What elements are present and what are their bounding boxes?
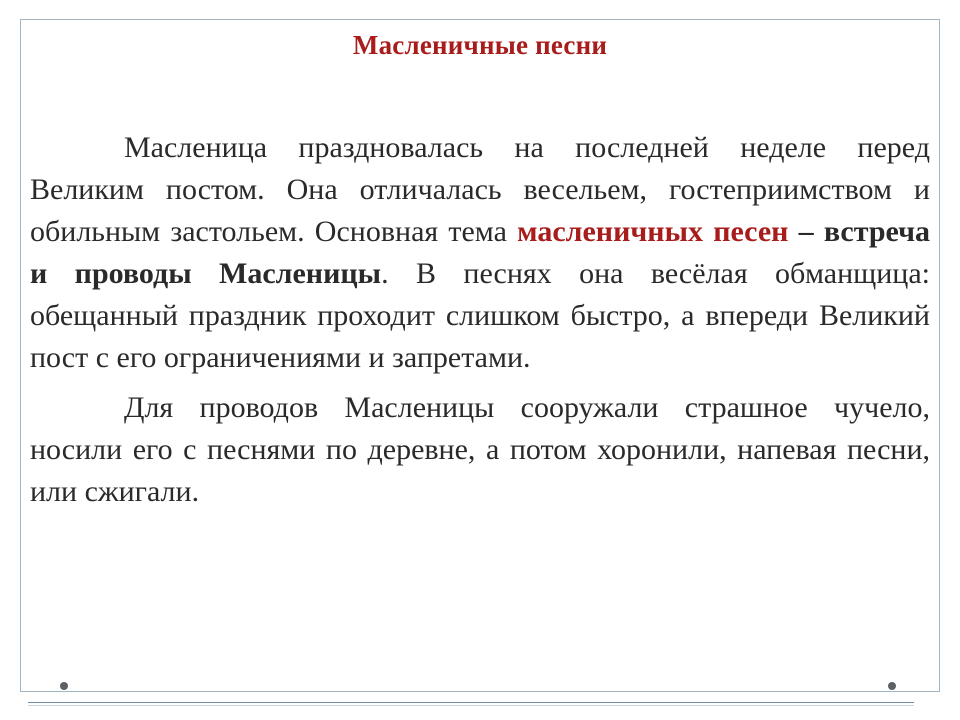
decor-dot-left: [60, 682, 68, 690]
dash: –: [788, 215, 824, 248]
bottom-divider: [28, 702, 914, 703]
paragraph-2: Для проводов Масленицы сооружали страшное чучело, носили его с песнями по деревне, а потом хоронили, напевая песни, или сжигали.: [30, 391, 930, 508]
highlight-theme: встреча и проводы Масленицы: [30, 215, 931, 290]
paragraph-1: [30, 127, 930, 379]
bottom-divider-shadow: [28, 705, 914, 706]
slide-body: [30, 127, 930, 513]
highlight-songs: масленичных песен: [517, 215, 789, 248]
decor-dot-right: [888, 682, 896, 690]
paragraph-1-text-a: Масленица праздновалась на последней неделе перед Великим постом. Она отличалась весельем, гостеприимством и обильным застольем. Основная тема: [30, 131, 930, 248]
paragraph-1-text-b: . В песнях она весёлая обманщица: обещанный праздник проходит слишком быстро, а впереди Великий пост с его ограничениями и запретами.: [30, 257, 930, 374]
slide-title: Масленичные песни: [352, 30, 608, 60]
